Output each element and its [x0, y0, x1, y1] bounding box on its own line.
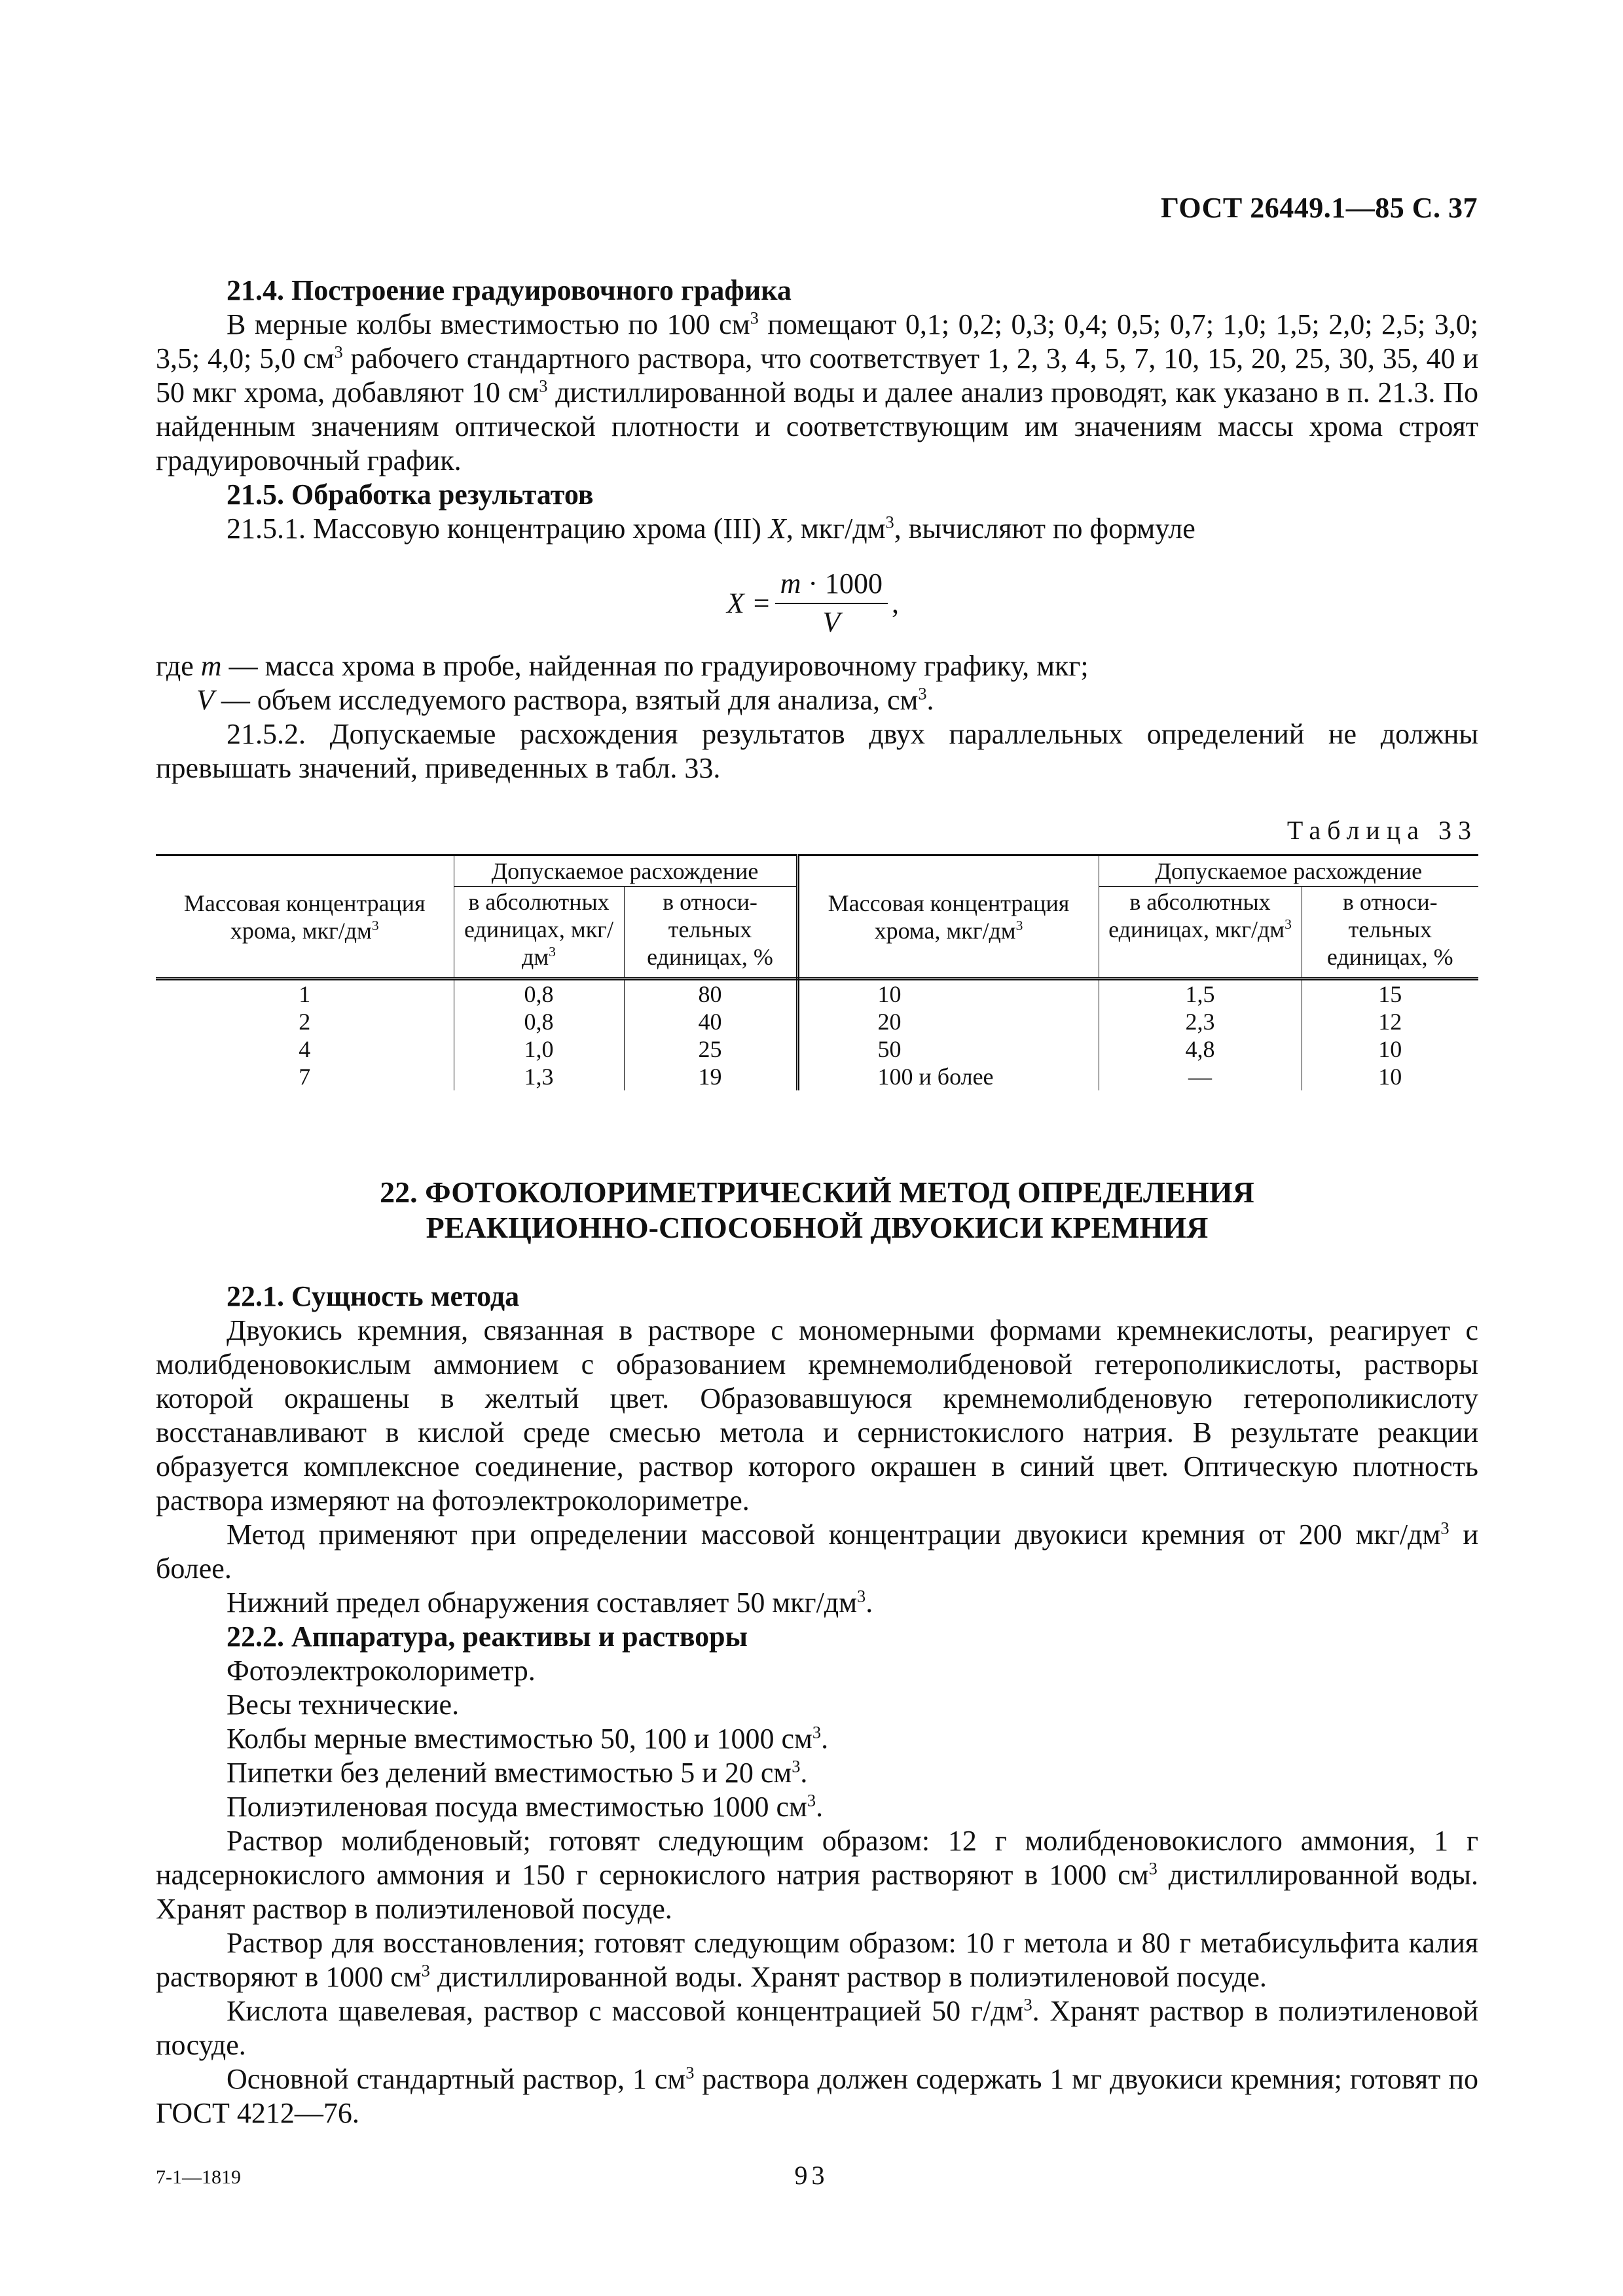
- where-line-m: [156, 649, 1478, 683]
- cell: 12: [1302, 1008, 1478, 1035]
- superscript: 3: [792, 1756, 801, 1776]
- paragraph-oxalic: [156, 1994, 1478, 2062]
- table-row: [156, 979, 1478, 1009]
- text: Раствор молибденовый; готовят следующим образом: 12 г молибденовокислого аммония, 1 г надсернокислого аммония и 150 г сернокислого натрия растворяют в 1000 см: [156, 1825, 1478, 1891]
- cell: 2,3: [1099, 1008, 1302, 1035]
- list-item: [156, 1756, 1478, 1790]
- text: .: [816, 1791, 824, 1823]
- superscript: 3: [371, 917, 379, 933]
- superscript: 3: [807, 1790, 816, 1810]
- text: В мерные колбы вместимостью по 100 см: [227, 308, 750, 340]
- cell: 25: [624, 1035, 797, 1063]
- header-conc-left: [156, 855, 454, 979]
- text: Колбы мерные вместимостью 50, 100 и 1000 см: [227, 1723, 812, 1755]
- text: Раствор для восстановления; готовят следующим образом: 10 г метола и 80 г метабисульфита калия растворяют в 1000 см: [156, 1927, 1478, 1993]
- text: .: [926, 684, 934, 716]
- paragraph-21-5-2: 21.5.2. Допускаемые расхождения результатов двух параллельных определений не должны превышать значений, приведенных в табл. 33.: [156, 718, 1478, 784]
- list-item: [156, 1790, 1478, 1824]
- text: — масса хрома в пробе, найденная по градуировочному графику, мкг;: [221, 650, 1089, 682]
- cell: 100 и более: [797, 1063, 1099, 1090]
- superscript: 3: [685, 2062, 695, 2083]
- superscript: 3: [1015, 917, 1023, 933]
- cell: 80: [624, 979, 797, 1009]
- variable: X: [768, 512, 786, 545]
- header-rel-left: в относи-тельных единицах, %: [624, 887, 797, 979]
- cell: 4: [299, 1036, 311, 1062]
- text: рабочего стандартного раствора, что соответствует 1, 2, 3, 4, 5, 7, 10, 15, 20, 25, 30, 35, 40 и 50 мкг хрома, добавляют 10 см: [156, 342, 1478, 408]
- text: Нижний предел обнаружения составляет 50 мкг/дм: [227, 1587, 858, 1619]
- superscript: 3: [885, 512, 894, 532]
- variable: m: [780, 567, 801, 600]
- formula-fraction: [775, 567, 888, 639]
- text: — объем исследуемого раствора, взятый для анализа, см: [213, 684, 919, 716]
- text: Пипетки без делений вместимостью 5 и 20 см: [227, 1757, 792, 1789]
- heading-21-5: 21.5. Обработка результатов: [227, 478, 594, 511]
- heading-22-2: 22.2. Аппаратура, реактивы и растворы: [227, 1621, 748, 1653]
- section-22-title: [156, 1175, 1478, 1246]
- page-header: ГОСТ 26449.1—85 С. 37: [1160, 192, 1478, 224]
- text: в абсолютных единицах, мкг/дм: [1108, 889, 1285, 942]
- paragraph-molybdenum: [156, 1824, 1478, 1926]
- text: Основной стандартный раствор, 1 см: [227, 2063, 686, 2095]
- variable: m: [200, 650, 222, 682]
- cell: 10: [797, 979, 1099, 1009]
- title-line: 22. ФОТОКОЛОРИМЕТРИЧЕСКИЙ МЕТОД ОПРЕДЕЛЕНИЯ: [380, 1175, 1254, 1209]
- section-22: [156, 1280, 1478, 2130]
- header-group-right: Допускаемое расхождение: [1099, 855, 1478, 887]
- text: дистиллированной воды. Хранят раствор в полиэтиленовой посуде.: [156, 1859, 1478, 1925]
- superscript: 3: [1440, 1518, 1450, 1538]
- formula-comma: ,: [892, 586, 900, 619]
- superscript: 3: [334, 342, 343, 362]
- title-line: РЕАКЦИОННО-СПОСОБНОЙ ДВУОКИСИ КРЕМНИЯ: [426, 1211, 1209, 1244]
- text: Кислота щавелевая, раствор с массовой концентрацией 50 г/дм: [227, 1995, 1024, 2027]
- superscript: 3: [1148, 1858, 1158, 1878]
- text: дистиллированной воды. Хранят раствор в полиэтиленовой посуде.: [429, 1961, 1267, 1993]
- superscript: 3: [750, 308, 759, 328]
- page-number: 93: [794, 2161, 829, 2190]
- text: и более.: [156, 1518, 1478, 1585]
- list-item: Фотоэлектроколориметр.: [227, 1655, 536, 1687]
- cell: 40: [624, 1008, 797, 1035]
- superscript: 3: [857, 1586, 866, 1606]
- cell: 1,5: [1099, 979, 1302, 1009]
- cell: 7: [299, 1064, 311, 1090]
- cell: 1,0: [454, 1035, 624, 1063]
- text: , вычисляют по формуле: [894, 512, 1195, 545]
- formula-denominator: V: [822, 606, 841, 638]
- formula-lhs: X =: [727, 586, 771, 619]
- text: Массовая концентрация хрома, мкг/дм: [183, 889, 426, 944]
- variable: V: [196, 684, 214, 716]
- text: . Хранят раствор в полиэтиленовой посуде.: [156, 1995, 1478, 2061]
- header-conc-right: [797, 855, 1099, 979]
- text: .: [800, 1757, 808, 1789]
- header-group-left: Допускаемое расхождение: [454, 855, 797, 887]
- formula-numerator: [775, 567, 888, 604]
- heading-21-4: 21.4. Построение градуировочного графика: [227, 274, 792, 306]
- table-33: [156, 854, 1478, 1090]
- superscript: 3: [1285, 916, 1292, 932]
- text: · 1000: [801, 567, 883, 600]
- list-item: Весы технические.: [227, 1689, 460, 1721]
- text: где: [156, 650, 201, 682]
- cell: 4,8: [1099, 1035, 1302, 1063]
- superscript: 3: [421, 1960, 430, 1981]
- cell: 0,8: [454, 979, 624, 1009]
- paragraph-reduction: [156, 1926, 1478, 1994]
- text: Метод применяют при определении массовой концентрации двуокиси кремния от 200 мкг/дм: [227, 1518, 1441, 1551]
- formula: [727, 567, 899, 639]
- table-row: [156, 1035, 1478, 1063]
- list-item: [156, 1722, 1478, 1756]
- text: раствора должен содержать 1 мг двуокиси кремния; готовят по ГОСТ 4212—76.: [156, 2063, 1478, 2129]
- cell: —: [1099, 1063, 1302, 1090]
- cell: 1,3: [454, 1063, 624, 1090]
- text: 21.5.1. Массовую концентрацию хрома (III): [227, 512, 769, 545]
- superscript: 3: [539, 376, 548, 396]
- cell: 2: [299, 1009, 311, 1035]
- superscript: 3: [1023, 1994, 1032, 2015]
- paragraph-limit: [156, 1586, 1478, 1620]
- superscript: 3: [812, 1722, 822, 1742]
- where-line-v: [156, 683, 1478, 717]
- text: , мкг/дм: [786, 512, 886, 545]
- cell: 10: [1302, 1063, 1478, 1090]
- paragraph-22-1: Двуокись кремния, связанная в растворе с мономерными формами кремнекислоты, реагирует с молибденовокислым аммонием с образованием кремнемолибденовой гетерополикислоты, растворы которой окрашены в желтый цвет. Образовавшуюся кремнемолибденовую гетерополикислоту восстанавливают в кислой среде смесью метола и сернистокислого натрия. В результате реакции образуется комплексное соединение, раствор которого окрашен в синий цвет. Оптическую плотность раствора измеряют на фотоэлектроколориметре.: [156, 1314, 1478, 1516]
- cell: 1: [299, 981, 311, 1007]
- cell: 19: [624, 1063, 797, 1090]
- cell: 15: [1302, 979, 1478, 1009]
- superscript: 3: [918, 683, 927, 704]
- text: Полиэтиленовая посуда вместимостью 1000 см: [227, 1791, 807, 1823]
- footer-code: 7-1—1819: [156, 2166, 241, 2188]
- table-caption: Таблица 33: [1286, 816, 1478, 845]
- header-abs-right: [1099, 887, 1302, 979]
- paragraph-21-5-1: [156, 512, 1478, 546]
- cell: 20: [797, 1008, 1099, 1035]
- paragraph-standard: [156, 2062, 1478, 2130]
- paragraph-range: [156, 1518, 1478, 1586]
- header-abs-left: [454, 887, 624, 979]
- table-row: [156, 1008, 1478, 1035]
- header-rel-right: в относи-тельных единицах, %: [1302, 887, 1478, 979]
- where-block: [156, 649, 1478, 785]
- text: дистиллированной воды и далее анализ проводят, как указано в п. 21.3. По найденным значениям оптической плотности и соответствующим им значениям массы хрома строят градуировочный график.: [156, 376, 1478, 476]
- superscript: 3: [549, 944, 556, 960]
- table-row: [156, 1063, 1478, 1090]
- text: .: [821, 1723, 829, 1755]
- text: Массовая концентрация хрома, мкг/дм: [828, 889, 1070, 944]
- text: .: [866, 1587, 873, 1619]
- cell: 10: [1302, 1035, 1478, 1063]
- cell: 50: [797, 1035, 1099, 1063]
- paragraph-21-4: [156, 308, 1478, 478]
- text: помещают 0,1; 0,2; 0,3; 0,4; 0,5; 0,7; 1,0; 1,5; 2,0; 2,5; 3,0; 3,5; 4,0; 5,0 см: [156, 308, 1478, 374]
- cell: 0,8: [454, 1008, 624, 1035]
- section-21-4: [156, 274, 1478, 546]
- text: в абсолютных единицах, мкг/дм: [464, 889, 613, 970]
- heading-22-1: 22.1. Сущность метода: [227, 1280, 520, 1312]
